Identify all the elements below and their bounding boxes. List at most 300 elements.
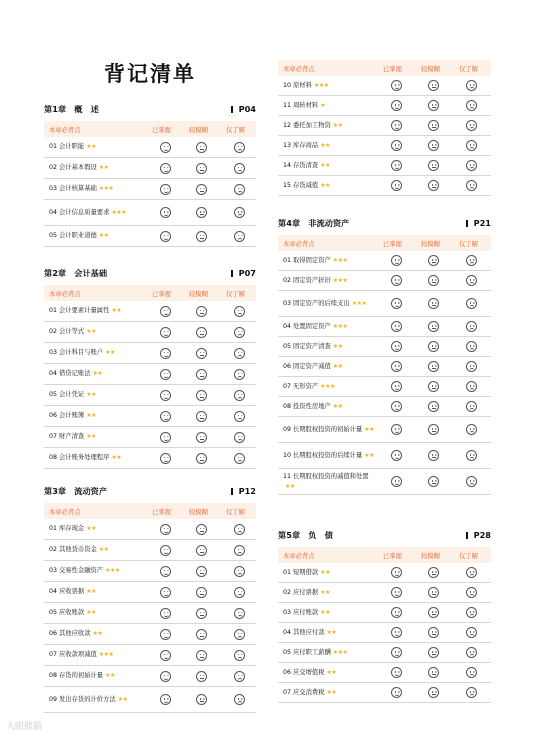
chapter-section	[44, 266, 256, 469]
aware-frown-icon[interactable]	[234, 184, 245, 195]
aware-frown-icon[interactable]	[466, 587, 477, 598]
header-fuzzy: 较模糊	[189, 291, 208, 298]
aware-frown-icon[interactable]	[466, 140, 477, 151]
importance-stars: ★★	[98, 546, 109, 553]
key-point-text: 01 会计要素计量属性	[49, 307, 110, 314]
aware-frown-icon[interactable]	[234, 207, 245, 218]
key-point-label	[283, 425, 374, 435]
mastered-smile-icon[interactable]	[160, 327, 171, 338]
table-row	[278, 377, 491, 397]
fuzzy-neutral-face-icon[interactable]	[196, 184, 207, 195]
key-point-text: 03 会计科目与账户	[49, 349, 104, 356]
mastered-smile-icon[interactable]	[160, 524, 171, 535]
importance-stars: ★★	[320, 608, 330, 616]
table-row	[44, 645, 256, 666]
fuzzy-neutral-face-icon[interactable]	[428, 401, 439, 412]
key-point-label	[49, 650, 113, 660]
importance-stars: ★★	[332, 362, 343, 370]
header-key-points: 本章必背点	[283, 241, 315, 248]
importance-stars: ★★★	[320, 382, 335, 390]
fuzzy-neutral-face-icon[interactable]	[196, 671, 207, 682]
key-point-text: 05 会计凭证	[49, 391, 85, 398]
fuzzy-neutral-face-icon[interactable]	[196, 694, 207, 705]
aware-frown-icon[interactable]	[466, 607, 477, 618]
table-row	[44, 519, 256, 540]
key-point-label	[49, 432, 96, 442]
table-row	[278, 317, 491, 337]
table-header	[278, 60, 491, 76]
importance-stars: ★★★	[351, 299, 367, 307]
importance-stars: ★★★	[332, 276, 348, 284]
header-aware: 仅了解	[226, 291, 245, 298]
key-point-label	[49, 390, 96, 400]
chapter-title: 第4章 非流动资产	[278, 218, 350, 228]
mastered-smile-icon[interactable]	[391, 298, 402, 309]
aware-frown-icon[interactable]	[234, 411, 245, 422]
key-point-label	[49, 566, 120, 576]
aware-frown-icon[interactable]	[466, 450, 477, 461]
aware-frown-icon[interactable]	[234, 348, 245, 359]
fuzzy-neutral-face-icon[interactable]	[196, 369, 207, 380]
key-point-text: 06 固定资产减值	[283, 362, 331, 370]
aware-frown-icon[interactable]	[466, 647, 477, 658]
fuzzy-neutral-face-icon[interactable]	[196, 390, 207, 401]
table-row	[278, 251, 491, 271]
key-point-text: 05 应付职工薪酬	[283, 648, 331, 656]
fuzzy-neutral-face-icon[interactable]	[196, 608, 207, 619]
aware-frown-icon[interactable]	[234, 545, 245, 556]
table-header	[278, 235, 491, 251]
fuzzy-neutral-face-icon[interactable]	[428, 476, 439, 487]
aware-frown-icon[interactable]	[234, 306, 245, 317]
importance-stars: ★★★	[332, 256, 348, 264]
header-mastered: 已掌握	[383, 241, 402, 248]
table-row	[44, 582, 256, 603]
importance-stars: ★★	[364, 451, 375, 459]
mastered-smile-icon[interactable]	[391, 160, 402, 171]
chapter-heading	[278, 216, 491, 230]
key-point-label	[49, 369, 102, 379]
fuzzy-neutral-face-icon[interactable]	[428, 450, 439, 461]
chapter-title: 第1章 概 述	[44, 104, 99, 114]
fuzzy-neutral-face-icon[interactable]	[196, 432, 207, 443]
aware-frown-icon[interactable]	[234, 566, 245, 577]
fuzzy-neutral-face-icon[interactable]	[196, 231, 207, 242]
mastered-smile-icon[interactable]	[160, 163, 171, 174]
key-point-text: 06 其他应收款	[49, 630, 91, 637]
chapter-title: 第5章 负 债	[278, 530, 333, 540]
chapter-section	[44, 484, 256, 713]
fuzzy-neutral-face-icon[interactable]	[428, 341, 439, 352]
mastered-smile-icon[interactable]	[391, 341, 402, 352]
fuzzy-neutral-face-icon[interactable]	[428, 120, 439, 131]
mastered-smile-icon[interactable]	[391, 627, 402, 638]
aware-frown-icon[interactable]	[466, 160, 477, 171]
table-header	[44, 503, 256, 519]
fuzzy-neutral-face-icon[interactable]	[428, 140, 439, 151]
header-mastered: 已掌握	[152, 127, 171, 134]
key-point-text: 01 库存现金	[49, 525, 85, 532]
key-point-label	[49, 524, 96, 534]
fuzzy-neutral-face-icon[interactable]	[196, 207, 207, 218]
key-point-label	[49, 231, 109, 241]
key-point-text: 08 存货的初始计量	[49, 672, 104, 679]
mastered-smile-icon[interactable]	[160, 184, 171, 195]
mastered-smile-icon[interactable]	[160, 207, 171, 218]
aware-frown-icon[interactable]	[466, 381, 477, 392]
key-point-label	[283, 588, 330, 598]
fuzzy-neutral-face-icon[interactable]	[196, 524, 207, 535]
mastered-smile-icon[interactable]	[160, 587, 171, 598]
importance-stars: ★★★	[98, 185, 114, 192]
key-point-text: 06 应交增值税	[283, 668, 325, 676]
mastered-smile-icon[interactable]	[160, 142, 171, 153]
table-row	[44, 179, 256, 200]
key-point-label	[283, 121, 343, 131]
importance-stars: ★★	[332, 121, 343, 129]
mastered-smile-icon[interactable]	[160, 306, 171, 317]
mastered-smile-icon[interactable]	[391, 587, 402, 598]
key-point-text: 04 其他应付款	[283, 628, 325, 636]
chapter-section	[278, 216, 491, 495]
key-point-label	[49, 671, 115, 681]
fuzzy-neutral-face-icon[interactable]	[196, 650, 207, 661]
header-aware: 仅了解	[226, 509, 245, 516]
table-header	[278, 547, 491, 563]
key-point-label	[283, 276, 347, 286]
aware-frown-icon[interactable]	[466, 361, 477, 372]
key-point-label	[49, 348, 115, 358]
importance-stars: ★★	[320, 161, 330, 169]
key-point-label	[49, 629, 102, 639]
chapter-page-number: P28	[466, 530, 491, 540]
aware-frown-icon[interactable]	[466, 180, 477, 191]
mastered-smile-icon[interactable]	[391, 424, 402, 435]
key-point-label	[49, 208, 126, 218]
mastered-smile-icon[interactable]	[160, 369, 171, 380]
mastered-smile-icon[interactable]	[391, 80, 402, 91]
importance-stars: ★★	[364, 425, 375, 433]
fuzzy-neutral-face-icon[interactable]	[196, 306, 207, 317]
header-aware: 仅了解	[226, 127, 245, 134]
key-point-label	[283, 342, 343, 352]
key-point-text: 11 周转材料	[283, 101, 319, 109]
aware-frown-icon[interactable]	[466, 321, 477, 332]
mastered-smile-icon[interactable]	[160, 390, 171, 401]
fuzzy-neutral-face-icon[interactable]	[428, 255, 439, 266]
checklist-table	[44, 285, 256, 469]
fuzzy-neutral-face-icon[interactable]	[428, 100, 439, 111]
aware-frown-icon[interactable]	[466, 80, 477, 91]
table-row	[44, 666, 256, 687]
fuzzy-neutral-face-icon[interactable]	[196, 411, 207, 422]
header-key-points: 本章必背点	[49, 509, 81, 516]
aware-frown-icon[interactable]	[466, 298, 477, 309]
table-row	[44, 364, 256, 385]
table-row	[278, 76, 491, 96]
table-row	[278, 357, 491, 377]
aware-frown-icon[interactable]	[466, 255, 477, 266]
checklist-table	[278, 60, 491, 196]
mastered-smile-icon[interactable]	[391, 381, 402, 392]
mastered-smile-icon[interactable]	[160, 545, 171, 556]
key-point-label	[283, 256, 347, 266]
table-row	[278, 563, 491, 583]
mastered-smile-icon[interactable]	[160, 566, 171, 577]
importance-stars: ★★	[111, 307, 122, 314]
mastered-smile-icon[interactable]	[160, 608, 171, 619]
table-row	[278, 683, 491, 703]
key-point-label	[283, 322, 347, 332]
fuzzy-neutral-face-icon[interactable]	[196, 348, 207, 359]
key-point-text: 04 处置固定资产	[283, 322, 331, 330]
mastered-smile-icon[interactable]	[391, 255, 402, 266]
importance-stars: ★★	[326, 668, 337, 676]
fuzzy-neutral-face-icon[interactable]	[196, 566, 207, 577]
header-fuzzy: 较模糊	[189, 127, 208, 134]
aware-frown-icon[interactable]	[234, 369, 245, 380]
fuzzy-neutral-face-icon[interactable]	[428, 587, 439, 598]
aware-frown-icon[interactable]	[234, 694, 245, 705]
key-point-text: 02 固定资产折旧	[283, 276, 331, 284]
importance-stars: ★★	[326, 628, 337, 636]
mastered-smile-icon[interactable]	[160, 432, 171, 443]
fuzzy-neutral-face-icon[interactable]	[428, 80, 439, 91]
aware-frown-icon[interactable]	[466, 120, 477, 131]
aware-frown-icon[interactable]	[234, 163, 245, 174]
mastered-smile-icon[interactable]	[391, 361, 402, 372]
key-point-label	[283, 161, 330, 171]
key-point-label	[283, 181, 330, 191]
key-point-text: 08 投资性房地产	[283, 402, 331, 410]
aware-frown-icon[interactable]	[466, 667, 477, 678]
mastered-smile-icon[interactable]	[391, 321, 402, 332]
key-point-label	[283, 451, 374, 461]
aware-frown-icon[interactable]	[234, 390, 245, 401]
aware-frown-icon[interactable]	[234, 142, 245, 153]
mastered-smile-icon[interactable]	[391, 567, 402, 578]
fuzzy-neutral-face-icon[interactable]	[428, 361, 439, 372]
mastered-smile-icon[interactable]	[391, 180, 402, 191]
fuzzy-neutral-face-icon[interactable]	[428, 567, 439, 578]
importance-stars: ★★	[105, 349, 115, 356]
fuzzy-neutral-face-icon[interactable]	[196, 587, 207, 598]
mastered-smile-icon[interactable]	[391, 667, 402, 678]
key-point-label	[283, 668, 336, 678]
fuzzy-neutral-face-icon[interactable]	[428, 424, 439, 435]
aware-frown-icon[interactable]	[466, 627, 477, 638]
mastered-smile-icon[interactable]	[391, 647, 402, 658]
chapter-page-number: P07	[231, 268, 256, 278]
mastered-smile-icon[interactable]	[391, 275, 402, 286]
table-row	[278, 96, 491, 116]
table-header	[44, 121, 256, 137]
header-mastered: 已掌握	[383, 553, 402, 560]
key-point-text: 02 会计基本假设	[49, 164, 97, 171]
aware-frown-icon[interactable]	[466, 476, 477, 487]
fuzzy-neutral-face-icon[interactable]	[196, 327, 207, 338]
table-row	[44, 687, 256, 713]
key-point-label	[283, 402, 343, 412]
aware-frown-icon[interactable]	[234, 650, 245, 661]
fuzzy-neutral-face-icon[interactable]	[428, 160, 439, 171]
aware-frown-icon[interactable]	[466, 100, 477, 111]
importance-stars: ★★	[320, 181, 330, 189]
table-row	[278, 443, 491, 469]
key-point-label	[49, 306, 121, 316]
mastered-smile-icon[interactable]	[391, 687, 402, 698]
key-point-label	[49, 142, 96, 152]
aware-frown-icon[interactable]	[234, 524, 245, 535]
fuzzy-neutral-face-icon[interactable]	[428, 180, 439, 191]
aware-frown-icon[interactable]	[466, 687, 477, 698]
table-row	[278, 603, 491, 623]
aware-frown-icon[interactable]	[466, 341, 477, 352]
aware-frown-icon[interactable]	[234, 671, 245, 682]
header-fuzzy: 较模糊	[421, 553, 440, 560]
chapter-page-number: P12	[231, 486, 256, 496]
fuzzy-neutral-face-icon[interactable]	[428, 687, 439, 698]
mastered-smile-icon[interactable]	[391, 607, 402, 618]
header-aware: 仅了解	[459, 66, 478, 73]
importance-stars: ★★	[86, 609, 96, 616]
key-point-text: 05 应收账款	[49, 609, 85, 616]
aware-frown-icon[interactable]	[234, 453, 245, 464]
mastered-smile-icon[interactable]	[160, 650, 171, 661]
checklist-table	[278, 235, 491, 495]
header-fuzzy: 较模糊	[421, 66, 440, 73]
table-row	[278, 176, 491, 196]
key-point-text: 07 无形资产	[283, 382, 319, 390]
key-point-text: 07 财产清查	[49, 433, 85, 440]
mastered-smile-icon[interactable]	[160, 671, 171, 682]
header-mastered: 已掌握	[383, 66, 402, 73]
key-point-text: 10 原材料	[283, 81, 312, 89]
key-point-text: 05 固定资产清查	[283, 342, 331, 350]
importance-stars: ★★★	[105, 567, 120, 574]
header-mastered: 已掌握	[152, 509, 171, 516]
table-row	[278, 136, 491, 156]
aware-frown-icon[interactable]	[466, 275, 477, 286]
importance-stars: ★★	[86, 433, 96, 440]
header-aware: 仅了解	[459, 241, 478, 248]
table-row	[278, 116, 491, 136]
mastered-smile-icon[interactable]	[391, 401, 402, 412]
aware-frown-icon[interactable]	[234, 432, 245, 443]
key-point-label	[49, 327, 96, 337]
mastered-smile-icon[interactable]	[391, 140, 402, 151]
mastered-smile-icon[interactable]	[391, 100, 402, 111]
fuzzy-neutral-face-icon[interactable]	[196, 142, 207, 153]
key-point-label	[283, 608, 330, 618]
key-point-label	[283, 688, 336, 698]
mastered-smile-icon[interactable]	[391, 476, 402, 487]
fuzzy-neutral-face-icon[interactable]	[428, 298, 439, 309]
fuzzy-neutral-face-icon[interactable]	[428, 607, 439, 618]
importance-stars: ★★	[92, 630, 103, 637]
chapter-heading	[44, 266, 256, 280]
mastered-smile-icon[interactable]	[160, 629, 171, 640]
key-point-text: 11 长期股权投资的减值和处置	[283, 472, 369, 480]
aware-frown-icon[interactable]	[234, 629, 245, 640]
importance-stars: ★★	[105, 672, 115, 679]
table-row	[44, 385, 256, 406]
mastered-smile-icon[interactable]	[160, 348, 171, 359]
key-point-text: 13 库存商品	[283, 141, 319, 149]
key-point-label	[49, 695, 127, 705]
key-point-text: 01 取得固定资产	[283, 256, 331, 264]
header-key-points: 本章必背点	[283, 66, 315, 73]
fuzzy-neutral-face-icon[interactable]	[196, 453, 207, 464]
fuzzy-neutral-face-icon[interactable]	[196, 163, 207, 174]
key-point-text: 04 应收票据	[49, 588, 85, 595]
mastered-smile-icon[interactable]	[160, 231, 171, 242]
key-point-label	[283, 382, 335, 392]
table-row	[44, 624, 256, 645]
mastered-smile-icon[interactable]	[391, 450, 402, 461]
key-point-text: 15 存货减值	[283, 181, 319, 189]
importance-stars: ★★	[285, 482, 295, 490]
checklist-table	[44, 121, 256, 247]
importance-stars: ★★	[92, 370, 103, 377]
importance-stars: ★★★	[332, 648, 348, 656]
key-point-label	[283, 472, 379, 492]
table-row	[44, 406, 256, 427]
table-row	[278, 583, 491, 603]
key-point-text: 14 存货清查	[283, 161, 319, 169]
fuzzy-neutral-face-icon[interactable]	[196, 629, 207, 640]
aware-frown-icon[interactable]	[466, 567, 477, 578]
fuzzy-neutral-face-icon[interactable]	[428, 627, 439, 638]
key-point-text: 09 发出存货的计价方法	[49, 695, 116, 703]
table-row	[44, 226, 256, 247]
key-point-text: 02 其他货币资金	[49, 546, 97, 553]
mastered-smile-icon[interactable]	[391, 120, 402, 131]
aware-frown-icon[interactable]	[234, 587, 245, 598]
aware-frown-icon[interactable]	[466, 424, 477, 435]
importance-stars: ★★	[111, 454, 122, 461]
fuzzy-neutral-face-icon[interactable]	[428, 381, 439, 392]
aware-frown-icon[interactable]	[234, 608, 245, 619]
fuzzy-neutral-face-icon[interactable]	[428, 647, 439, 658]
chapter-title: 第3章 流动资产	[44, 486, 108, 496]
importance-stars: ★★	[86, 391, 96, 398]
mastered-smile-icon[interactable]	[160, 694, 171, 705]
chapter-heading	[44, 102, 256, 116]
aware-frown-icon[interactable]	[466, 401, 477, 412]
key-point-label	[49, 608, 96, 618]
importance-stars: ★★	[86, 588, 96, 595]
mastered-smile-icon[interactable]	[160, 411, 171, 422]
aware-frown-icon[interactable]	[234, 327, 245, 338]
fuzzy-neutral-face-icon[interactable]	[428, 667, 439, 678]
aware-frown-icon[interactable]	[234, 231, 245, 242]
table-row	[44, 603, 256, 624]
key-point-label	[283, 568, 330, 578]
table-row	[278, 469, 491, 495]
fuzzy-neutral-face-icon[interactable]	[428, 321, 439, 332]
table-row	[278, 643, 491, 663]
key-point-label	[49, 163, 109, 173]
mastered-smile-icon[interactable]	[160, 453, 171, 464]
importance-stars: ★★	[117, 695, 128, 703]
key-point-label	[49, 453, 121, 463]
fuzzy-neutral-face-icon[interactable]	[428, 275, 439, 286]
key-point-text: 12 委托加工物资	[283, 121, 331, 129]
table-row	[44, 448, 256, 469]
fuzzy-neutral-face-icon[interactable]	[196, 545, 207, 556]
importance-stars: ★★	[86, 525, 96, 532]
